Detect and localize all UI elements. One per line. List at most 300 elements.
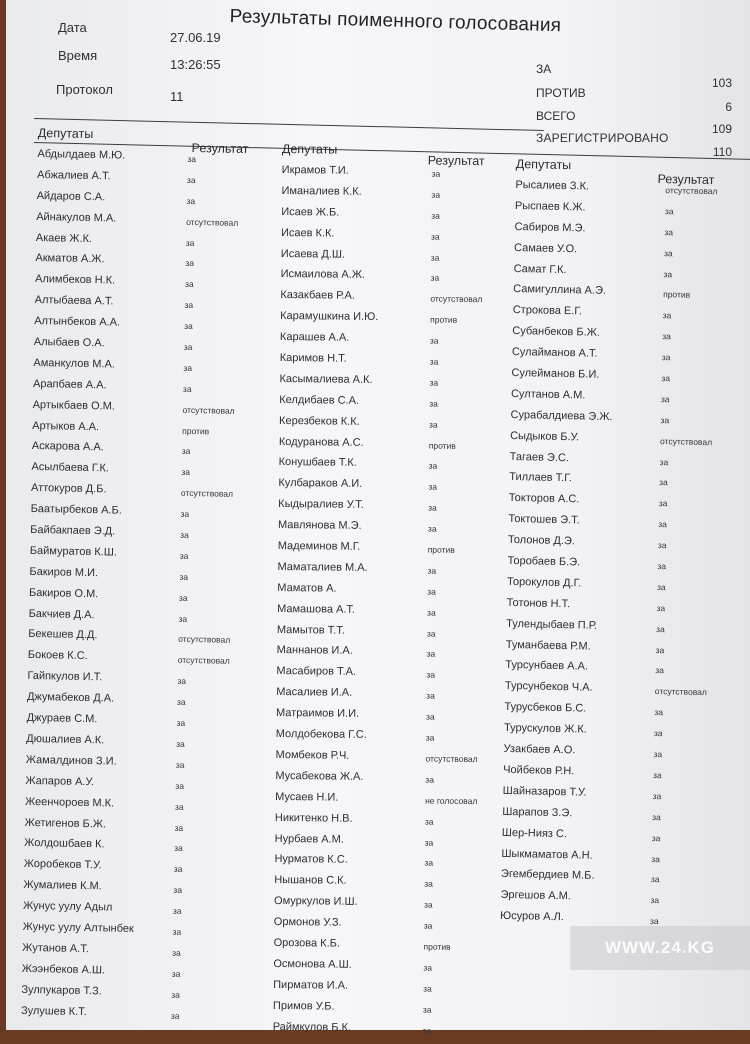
vote-result: за bbox=[173, 884, 183, 896]
vote-result: за bbox=[427, 586, 436, 597]
deputy-name: Жунус уулу Алтынбек bbox=[22, 920, 134, 935]
summary-registered-value: 110 bbox=[712, 145, 732, 159]
vote-result: за bbox=[171, 989, 181, 1000]
deputy-name: Торокулов Д.Г. bbox=[506, 575, 582, 590]
vote-result: за bbox=[180, 508, 190, 520]
deputy-row bbox=[279, 436, 519, 459]
deputy-row bbox=[274, 895, 514, 918]
deputy-name: Султанов А.М. bbox=[510, 387, 586, 402]
deputy-row bbox=[282, 164, 522, 187]
deputy-name: Исмаилова А.Ж. bbox=[280, 268, 366, 282]
deputy-name: Исаева Д.Ш. bbox=[280, 247, 346, 261]
summary-registered-label: ЗАРЕГИСТРИРОВАНО bbox=[536, 131, 669, 145]
deputy-row bbox=[275, 770, 515, 793]
vote-result: за bbox=[430, 231, 440, 242]
deputy-name: Жапаров А.У. bbox=[25, 774, 95, 788]
header-deputies: Депутаты bbox=[37, 126, 94, 142]
deputy-name: Жоробеков Т.У. bbox=[23, 858, 102, 872]
deputy-row bbox=[275, 812, 515, 835]
vote-result: за bbox=[658, 519, 668, 530]
vote-result: за bbox=[657, 561, 667, 572]
deputy-row bbox=[273, 1020, 513, 1043]
vote-result: отсутствовал bbox=[665, 185, 718, 197]
deputy-row bbox=[277, 561, 517, 584]
deputy-name: Жеенчороев М.К. bbox=[24, 795, 115, 810]
vote-result: за bbox=[651, 853, 661, 864]
vote-result: отсутствовал bbox=[186, 216, 239, 228]
deputy-row bbox=[281, 248, 521, 271]
deputy-name: Мамашова А.Т. bbox=[277, 602, 356, 616]
deputy-name: Сулайманов А.Т. bbox=[511, 346, 598, 360]
deputy-row bbox=[278, 498, 518, 521]
vote-result: за bbox=[184, 300, 194, 311]
deputy-name: Тулендыбаев П.Р. bbox=[506, 617, 598, 632]
deputy-name: Бекешев Д.Д. bbox=[28, 628, 98, 642]
deputy-name: Дюшалиев А.К. bbox=[26, 732, 105, 747]
deputy-name: Момбеков Р.Ч. bbox=[275, 748, 350, 762]
vote-result: за bbox=[186, 195, 196, 206]
deputy-row bbox=[275, 749, 515, 772]
deputy-name: Орозова К.Б. bbox=[273, 936, 341, 950]
deputy-name: Бакиров О.М. bbox=[28, 586, 99, 600]
deputy-name: Алтыбаева А.Т. bbox=[34, 294, 114, 308]
deputy-row bbox=[273, 958, 513, 981]
deputy-name: Мадеминов М.Г. bbox=[277, 540, 361, 553]
vote-result: за bbox=[423, 899, 433, 910]
vote-result: против bbox=[423, 941, 451, 952]
deputy-name: Маннанов И.А. bbox=[276, 644, 353, 658]
summary-za-value: 103 bbox=[711, 76, 732, 90]
deputy-row bbox=[280, 352, 520, 375]
vote-result: за bbox=[652, 811, 661, 822]
deputy-name: Алимбеков Н.К. bbox=[34, 273, 116, 287]
deputy-name: Джумабеков Д.А. bbox=[26, 691, 115, 705]
vote-result: за bbox=[653, 749, 663, 760]
vote-result: за bbox=[175, 759, 185, 770]
deputy-name: Гайпкулов И.Т. bbox=[27, 670, 103, 684]
vote-result: за bbox=[657, 540, 667, 551]
deputy-name: Зулушев К.Т. bbox=[20, 1004, 87, 1018]
deputy-row bbox=[280, 268, 520, 291]
deputy-name: Нышанов С.К. bbox=[274, 874, 347, 887]
deputy-name: Субанбеков Б.Ж. bbox=[512, 325, 601, 340]
deputy-name: Шыкмаматов А.Н. bbox=[501, 847, 593, 862]
summary-protiv-label: ПРОТИВ bbox=[536, 86, 586, 100]
deputy-name: Турсунбеков Ч.А. bbox=[504, 680, 593, 695]
summary-vsego-value: 109 bbox=[711, 122, 732, 136]
deputies-column-1 bbox=[21, 126, 278, 1030]
deputy-row bbox=[21, 1004, 261, 1029]
deputy-name: Акматов А.Ж. bbox=[35, 252, 105, 266]
date-value: 27.06.19 bbox=[170, 30, 221, 45]
deputy-name: Тиллаев Т.Г. bbox=[509, 471, 572, 485]
vote-result: за bbox=[426, 690, 435, 701]
deputy-name: Самат Г.К. bbox=[513, 262, 567, 276]
time-value: 13:26:55 bbox=[170, 57, 221, 72]
vote-result: за bbox=[425, 774, 435, 785]
watermark: WWW.24.KG bbox=[570, 926, 750, 970]
protocol-value: 11 bbox=[170, 89, 184, 104]
deputy-row bbox=[279, 415, 519, 438]
vote-result: за bbox=[176, 717, 186, 728]
vote-result: за bbox=[660, 414, 670, 426]
deputy-name: Баймуратов К.Ш. bbox=[29, 544, 118, 559]
voting-results-sheet bbox=[6, 0, 750, 1036]
deputy-name: Туманбаева Р.М. bbox=[505, 638, 591, 653]
summary-za-label: ЗА bbox=[536, 62, 552, 76]
deputy-name: Примов У.Б. bbox=[272, 999, 335, 1013]
deputy-name: Мавлянова М.Э. bbox=[277, 519, 362, 532]
deputy-row bbox=[275, 791, 515, 814]
deputy-name: Самаев У.О. bbox=[513, 241, 578, 255]
deputy-name: Узакбаев А.О. bbox=[503, 742, 576, 757]
deputy-name: Строкова Е.Г. bbox=[512, 304, 583, 318]
deputy-name: Артыков А.А. bbox=[32, 419, 100, 433]
vote-result: за bbox=[650, 895, 660, 906]
deputy-name: Абдылдаев М.Ю. bbox=[37, 147, 126, 162]
deputy-name: Раймкулов Б.К. bbox=[272, 1020, 352, 1034]
deputy-name: Толонов Д.Э. bbox=[507, 534, 576, 548]
vote-result: за bbox=[662, 331, 672, 342]
vote-result: за bbox=[172, 947, 181, 958]
deputy-name: Масалиев И.А. bbox=[276, 686, 353, 700]
vote-result: за bbox=[182, 383, 192, 394]
vote-result: отсутствовал bbox=[430, 293, 483, 305]
vote-result: за bbox=[178, 592, 188, 603]
vote-result: отсутствовал bbox=[180, 488, 234, 500]
vote-result: за bbox=[176, 696, 186, 708]
vote-result: за bbox=[174, 843, 183, 854]
vote-result: за bbox=[427, 607, 436, 618]
deputy-row bbox=[276, 665, 516, 688]
deputy-name: Торобаев Б.Э. bbox=[507, 554, 581, 569]
vote-result: за bbox=[424, 837, 434, 848]
deputy-name: Нурбаев А.М. bbox=[274, 832, 344, 846]
deputy-name: Исаев К.К. bbox=[280, 226, 335, 240]
deputy-name: Керезбеков К.К. bbox=[279, 414, 360, 428]
column-rows bbox=[21, 148, 278, 1030]
vote-result: за bbox=[656, 581, 666, 593]
deputy-row bbox=[276, 707, 516, 730]
deputy-name: Турсунбаев А.А. bbox=[505, 659, 589, 674]
deputy-name: Самигуллина А.Э. bbox=[513, 283, 607, 298]
deputy-name: Омуркулов И.Ш. bbox=[273, 895, 358, 909]
column-rows bbox=[500, 179, 750, 936]
deputy-row bbox=[274, 874, 514, 897]
deputy-row bbox=[281, 185, 521, 208]
column-rows bbox=[273, 164, 522, 1044]
deputy-row bbox=[279, 373, 519, 396]
vote-result: против bbox=[182, 425, 210, 436]
header-result: Результат bbox=[191, 140, 249, 157]
deputy-name: Бокоев К.С. bbox=[27, 649, 88, 663]
vote-result: за bbox=[649, 916, 659, 927]
deputy-name: Турусбеков Б.С. bbox=[504, 701, 587, 715]
deputy-row bbox=[279, 394, 519, 417]
vote-result: за bbox=[428, 461, 438, 472]
deputy-name: Шер-Нияз С. bbox=[501, 826, 568, 840]
vote-result: за bbox=[422, 1004, 432, 1015]
deputy-name: Чойбеков Р.Н. bbox=[503, 763, 575, 778]
deputy-name: Эгембердиев М.Б. bbox=[500, 868, 595, 883]
vote-result: за bbox=[663, 268, 673, 279]
vote-result: за bbox=[170, 1010, 180, 1021]
vote-result: за bbox=[174, 801, 184, 812]
vote-result: за bbox=[187, 153, 197, 165]
deputy-name: Жутанов А.Т. bbox=[22, 941, 89, 955]
deputy-name: Пирматов И.А. bbox=[273, 978, 349, 992]
deputy-name: Алтынбеков А.А. bbox=[34, 315, 121, 329]
deputy-name: Жунус уулу Адыл bbox=[22, 899, 113, 914]
deputy-row bbox=[274, 853, 514, 876]
vote-result: за bbox=[179, 550, 189, 561]
deputy-name: Ормонов У.З. bbox=[273, 916, 342, 929]
protocol-label: Протокол bbox=[56, 82, 113, 97]
deputy-name: Жамалдинов З.И. bbox=[25, 753, 117, 768]
deputy-row bbox=[281, 227, 521, 250]
vote-result: за bbox=[177, 676, 187, 687]
deputy-row bbox=[273, 937, 513, 960]
vote-result: за bbox=[427, 523, 437, 534]
deputy-name: Рысалиев З.К. bbox=[515, 178, 590, 193]
deputy-name: Зулпукаров Т.З. bbox=[21, 983, 102, 998]
vote-result: за bbox=[181, 446, 191, 457]
deputy-name: Асылбаева Г.К. bbox=[31, 461, 110, 475]
vote-result: за bbox=[663, 247, 673, 258]
deputy-name: Шарапов З.Э. bbox=[502, 805, 573, 820]
deputy-name: Артыкбаев О.М. bbox=[32, 398, 115, 413]
deputy-name: Жумалиев К.М. bbox=[23, 879, 102, 893]
vote-result: за bbox=[659, 477, 668, 488]
vote-result: за bbox=[173, 864, 183, 875]
deputy-name: Никитенко Н.В. bbox=[274, 811, 353, 825]
vote-result: за bbox=[184, 279, 194, 290]
vote-result: не голосовал bbox=[425, 795, 478, 806]
vote-result: за bbox=[664, 226, 674, 238]
vote-result: за bbox=[178, 613, 188, 624]
deputy-name: Кулбараков А.И. bbox=[278, 477, 363, 491]
vote-result: за bbox=[652, 790, 662, 802]
vote-result: за bbox=[429, 419, 438, 430]
deputy-row bbox=[280, 289, 520, 312]
deputy-name: Карамушкина И.Ю. bbox=[280, 310, 379, 324]
deputy-name: Тагаев Э.С. bbox=[509, 450, 570, 464]
vote-result: за bbox=[423, 962, 433, 973]
deputy-name: Карашев А.А. bbox=[279, 331, 350, 344]
vote-result: отсутствовал bbox=[425, 753, 478, 765]
vote-result: за bbox=[181, 467, 191, 478]
deputy-name: Токтошев Э.Т. bbox=[508, 513, 580, 527]
deputy-row bbox=[278, 519, 518, 542]
vote-result: за bbox=[431, 189, 441, 200]
vote-result: за bbox=[660, 393, 670, 405]
deputy-row bbox=[273, 1000, 513, 1023]
vote-result: за bbox=[652, 769, 662, 781]
summary-vsego-label: ВСЕГО bbox=[536, 109, 576, 123]
vote-result: за bbox=[185, 237, 195, 248]
deputy-row bbox=[281, 206, 521, 229]
deputy-row bbox=[273, 979, 513, 1002]
deputy-row bbox=[277, 603, 517, 626]
vote-result: отсутствовал bbox=[182, 404, 235, 416]
deputy-row bbox=[280, 310, 520, 333]
vote-result: за bbox=[426, 649, 436, 660]
deputy-row bbox=[278, 456, 518, 479]
deputy-name: Тотонов Н.Т. bbox=[506, 596, 571, 611]
deputy-name: Аскарова А.А. bbox=[31, 440, 104, 454]
vote-result: отсутствовал bbox=[178, 634, 231, 646]
vote-result: за bbox=[428, 502, 437, 513]
date-label: Дата bbox=[58, 20, 87, 35]
vote-result: за bbox=[430, 273, 440, 284]
vote-result: за bbox=[655, 644, 665, 655]
deputy-name: Исаев Ж.Б. bbox=[281, 205, 340, 219]
vote-result: отсутствовал bbox=[654, 686, 707, 698]
vote-result: за bbox=[651, 832, 661, 843]
vote-result: за bbox=[423, 983, 432, 994]
vote-result: за bbox=[655, 665, 665, 676]
deputy-name: Жээнбеков А.Ш. bbox=[21, 962, 106, 977]
vote-result: за bbox=[179, 571, 189, 582]
deputy-name: Акаев Ж.К. bbox=[35, 231, 93, 245]
deputy-name: Байбакпаев Э.Д. bbox=[30, 523, 116, 538]
deputy-name: Сыдыков Б.У. bbox=[510, 429, 580, 444]
vote-result: за bbox=[661, 352, 671, 363]
vote-result: за bbox=[430, 252, 440, 263]
vote-result: против bbox=[430, 314, 458, 326]
deputy-name: Жетигенов Б.Ж. bbox=[24, 816, 107, 830]
vote-result: за bbox=[656, 602, 666, 614]
vote-result: против bbox=[663, 289, 691, 301]
vote-result: за bbox=[423, 920, 433, 931]
vote-result: за bbox=[426, 628, 436, 639]
header-result: Результат bbox=[427, 153, 485, 169]
deputy-name: Эргешов А.М. bbox=[500, 889, 572, 903]
deputy-name: Сурабалдиева Э.Ж. bbox=[510, 408, 613, 423]
deputy-row bbox=[278, 540, 518, 563]
vote-result: за bbox=[185, 258, 195, 269]
vote-result: за bbox=[176, 738, 185, 749]
vote-result: за bbox=[431, 168, 441, 179]
vote-result: за bbox=[661, 373, 671, 384]
vote-result: за bbox=[650, 874, 660, 885]
deputy-name: Икрамов Т.И. bbox=[281, 163, 349, 177]
deputy-name: Келдибаев С.А. bbox=[279, 393, 360, 407]
deputy-name: Шайназаров Т.У. bbox=[502, 784, 587, 799]
vote-result: за bbox=[654, 707, 664, 718]
deputy-name: Иманалиев К.К. bbox=[281, 184, 362, 198]
header-result: Результат bbox=[657, 171, 715, 188]
deputy-row bbox=[280, 331, 520, 354]
deputy-name: Мусабекова Ж.А. bbox=[275, 769, 364, 783]
deputy-name: Маматалиев М.А. bbox=[277, 560, 368, 574]
column-header bbox=[282, 142, 522, 167]
deputy-name: Кыдыралиев У.Т. bbox=[278, 498, 364, 512]
deputy-name: Рыспаев К.Ж. bbox=[514, 199, 586, 214]
vote-result: за bbox=[184, 320, 193, 332]
deputy-name: Молдобекова Г.С. bbox=[275, 728, 367, 741]
deputy-name: Кодуранова А.С. bbox=[278, 435, 364, 449]
deputy-name: Касымалиева А.К. bbox=[279, 372, 373, 386]
vote-result: за bbox=[431, 210, 440, 221]
vote-result: за bbox=[664, 206, 674, 217]
vote-result: за bbox=[659, 456, 669, 467]
vote-result: за bbox=[429, 335, 439, 346]
deputy-name: Мамытов Т.Т. bbox=[276, 623, 345, 637]
vote-result: за bbox=[429, 398, 438, 409]
vote-result: за bbox=[427, 565, 437, 576]
vote-result: за bbox=[174, 822, 184, 833]
vote-result: против bbox=[427, 544, 455, 555]
deputy-row bbox=[275, 832, 515, 855]
deputies-column-2 bbox=[273, 142, 522, 1044]
deputy-name: Бакчиев Д.А. bbox=[28, 607, 95, 621]
deputy-row bbox=[276, 686, 516, 709]
vote-result: за bbox=[180, 529, 189, 541]
deputy-row bbox=[276, 728, 516, 751]
deputy-name: Каримов Н.Т. bbox=[279, 352, 347, 365]
deputy-name: Маматов А. bbox=[277, 581, 337, 595]
deputy-name: Бакиров М.И. bbox=[29, 565, 99, 580]
deputy-name: Турускулов Ж.К. bbox=[503, 722, 587, 736]
header-deputies: Депутаты bbox=[281, 142, 338, 157]
vote-result: за bbox=[662, 310, 672, 321]
vote-result: за bbox=[656, 623, 665, 634]
vote-result: за bbox=[425, 732, 435, 743]
vote-result: за bbox=[424, 816, 434, 827]
deputy-name: Алыбаев О.А. bbox=[33, 335, 105, 350]
deputy-name: Аманкулов М.А. bbox=[33, 356, 116, 371]
vote-result: за bbox=[183, 362, 193, 373]
vote-result: против bbox=[428, 440, 456, 451]
vote-result: за bbox=[172, 926, 182, 937]
deputy-row bbox=[278, 477, 518, 500]
document-title: Результаты поименного голосования bbox=[229, 6, 562, 37]
vote-result: за bbox=[186, 174, 196, 185]
vote-result: за bbox=[429, 356, 439, 367]
deputy-row bbox=[274, 916, 514, 939]
deputy-name: Джураев С.М. bbox=[26, 711, 98, 726]
vote-result: за bbox=[426, 669, 436, 681]
deputies-column-3 bbox=[500, 157, 750, 936]
vote-result: за bbox=[171, 968, 181, 979]
deputy-name: Масабиров Т.А. bbox=[276, 665, 357, 679]
deputy-row bbox=[277, 644, 517, 667]
deputy-name: Айдаров С.А. bbox=[36, 189, 106, 204]
deputy-name: Нурматов К.С. bbox=[274, 853, 348, 867]
deputy-name: Айнакулов М.А. bbox=[36, 210, 117, 225]
deputy-name: Сулейманов Б.И. bbox=[511, 366, 600, 381]
vote-result: за bbox=[424, 857, 434, 869]
deputy-name: Токторов А.С. bbox=[508, 492, 580, 506]
vote-result: отсутствовал bbox=[177, 655, 230, 667]
deputy-name: Матраимов И.И. bbox=[275, 707, 360, 720]
deputy-name: Осмонова А.Ш. bbox=[273, 957, 352, 971]
deputy-row bbox=[277, 624, 517, 647]
deputy-name: Баатырбеков А.Б. bbox=[30, 503, 122, 517]
vote-result: отсутствовал bbox=[659, 435, 713, 447]
header-deputies: Депутаты bbox=[515, 157, 572, 173]
deputy-name: Мусаев Н.И. bbox=[275, 790, 339, 804]
deputy-row bbox=[277, 582, 517, 605]
vote-result: за bbox=[175, 780, 185, 791]
deputy-name: Абжалиев А.Т. bbox=[36, 168, 111, 183]
deputy-name: Конушбаев Т.К. bbox=[278, 456, 357, 470]
deputy-name: Юсуров А.Л. bbox=[499, 910, 565, 924]
vote-result: за bbox=[429, 377, 439, 388]
vote-result: за bbox=[653, 728, 663, 739]
summary-protiv-value: 6 bbox=[725, 100, 732, 114]
